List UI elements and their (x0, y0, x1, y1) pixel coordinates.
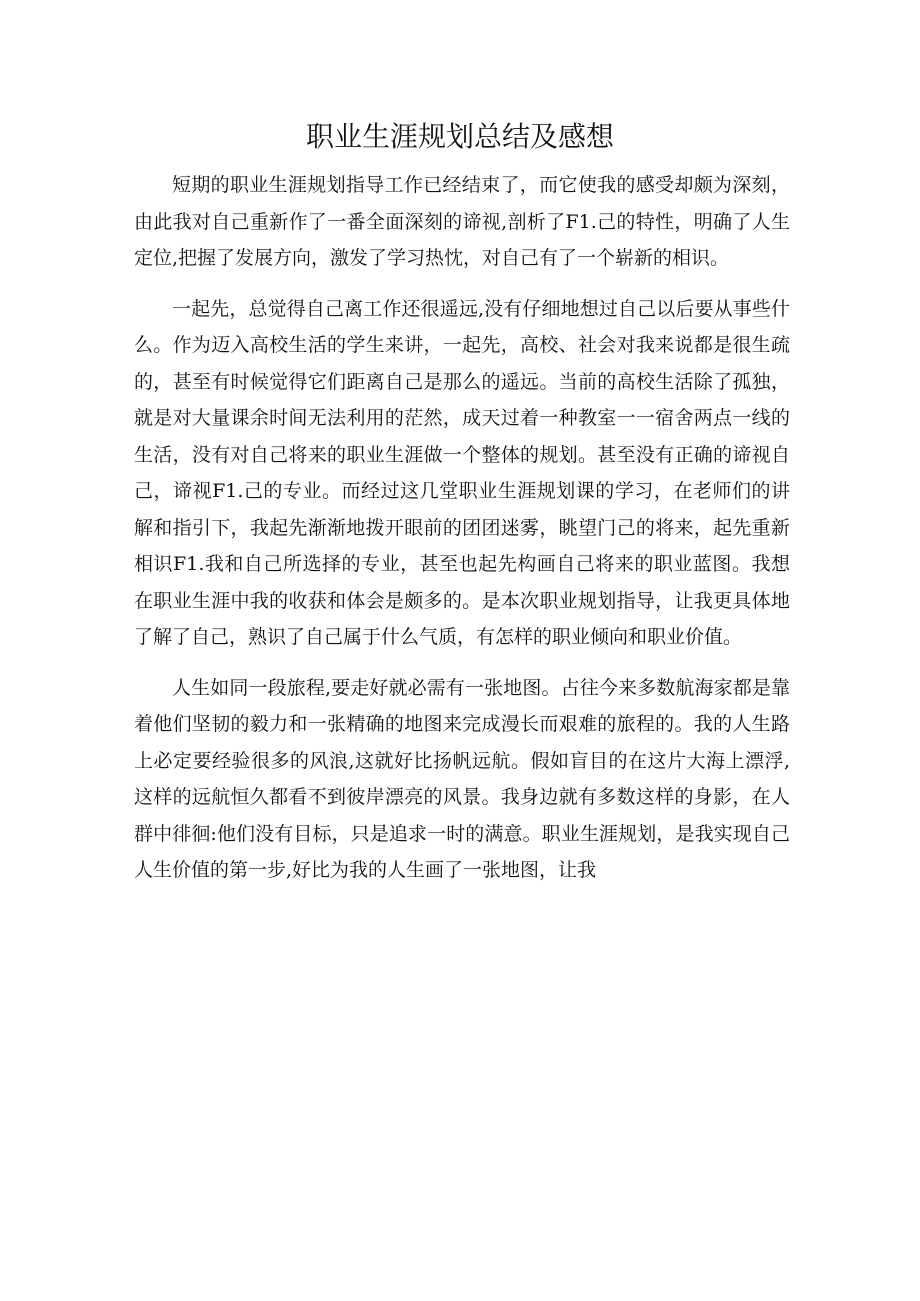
paragraph-2: 一起先，总觉得自己离工作还很遥远,没有仔细地想过自己以后要从事些什么。作为迈入高校生活的学生来讲，一起先，高校、社会对我来说都是很生疏的，甚至有时候觉得它们距离自己是那么的遥远。当前的高校生活除了孤独，就是对大量课余时间无法利用的茫然，成天过着一种教室一一宿舍两点一线的生活，没有对自己将来的职业生涯做一个整体的规划。甚至没有正确的谛视自己，谛视F1.己的专业。而经过这几堂职业生涯规划课的学习，在老师们的讲解和指引下，我起先渐渐地拨开眼前的团团迷雾，眺望门己的将来，起先重新相识F1.我和自己所选择的专业，甚至也起先构画自己将来的职业蓝图。我想在职业生涯中我的收获和体会是颇多的。是本次职业规划指导，让我更具体地了解了自己，熟识了自己属于什么气质，有怎样的职业倾向和职业价值。 (134, 297, 790, 648)
paragraph-3: 人生如同一段旅程,要走好就必需有一张地图。占往今来多数航海家都是靠着他们坚韧的毅力和一张精确的地图来完成漫长而艰难的旅程的。我的人生路上必定要经验很多的风浪,这就好比扬帆远航。假如盲目的在这片大海上漂浮,这样的远航恒久都看不到彼岸漂亮的风景。我身边就有多数这样的身影，在人群中徘徊:他们没有目标，只是追求一时的满意。职业生涯规划，是我实现自己人生价值的第一步,好比为我的人生画了一张地图，让我 (134, 676, 790, 881)
document-title: 职业生涯规划总结及感想 (305, 120, 614, 153)
document-body (134, 167, 790, 903)
paragraph-1: 短期的职业生涯规划指导工作已经结束了，而它使我的感受却颇为深刻，由此我对自己重新作了一番全面深刻的谛视,剖析了F1.己的特性，明确了人生定位,把握了发展方向，激发了学习热忱，对自己有了一个崭新的相识。 (134, 174, 790, 269)
